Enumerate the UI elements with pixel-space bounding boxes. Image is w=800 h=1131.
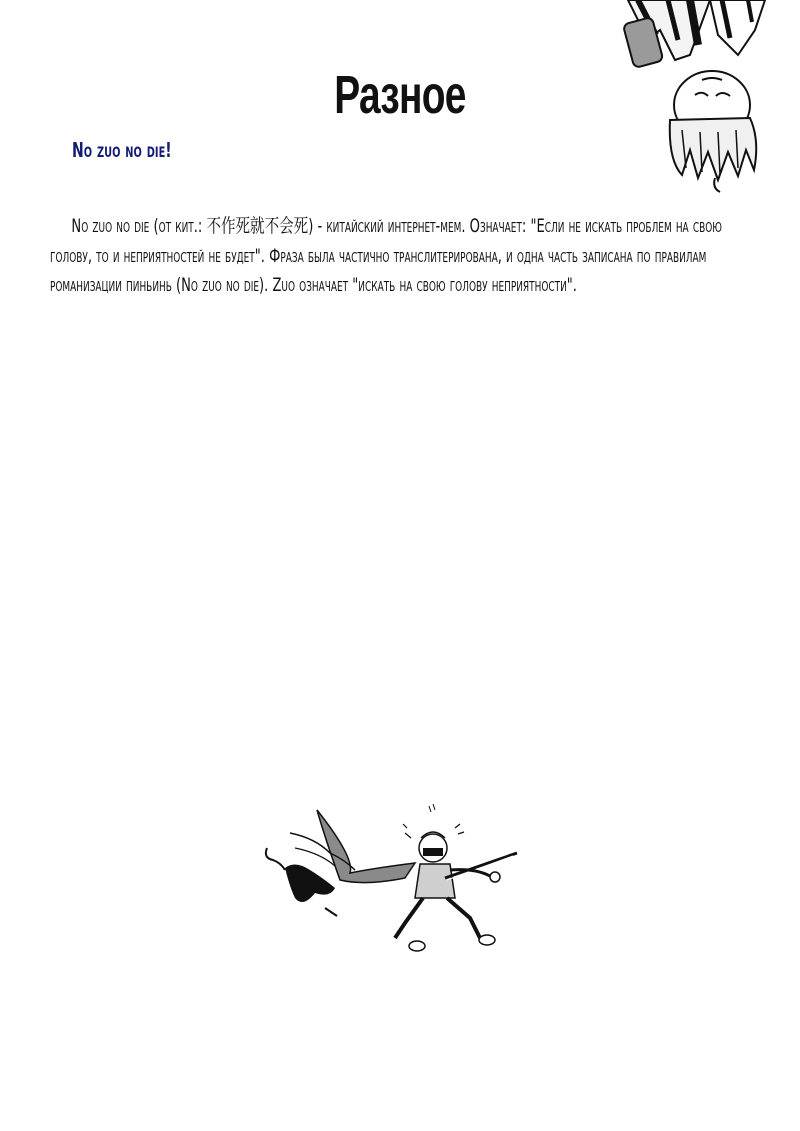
page-title: Разное <box>334 65 466 126</box>
running-knight-illustration <box>255 798 520 953</box>
section-body-text: No zuo no die (от кит.: 不作死就不会死) - китайский интернет-мем. Означает: "Если не искать проблем на свою голову, то и неприятностей не будет". Фраза была частично транслитерирована, и одна часть записана по правилам романизации пиньинь (No zuo no die). Zuo означает "искать на свою голову неприятности". <box>50 215 722 296</box>
section-heading: No zuo no die! <box>72 138 172 162</box>
upside-down-character-illustration <box>620 0 770 195</box>
